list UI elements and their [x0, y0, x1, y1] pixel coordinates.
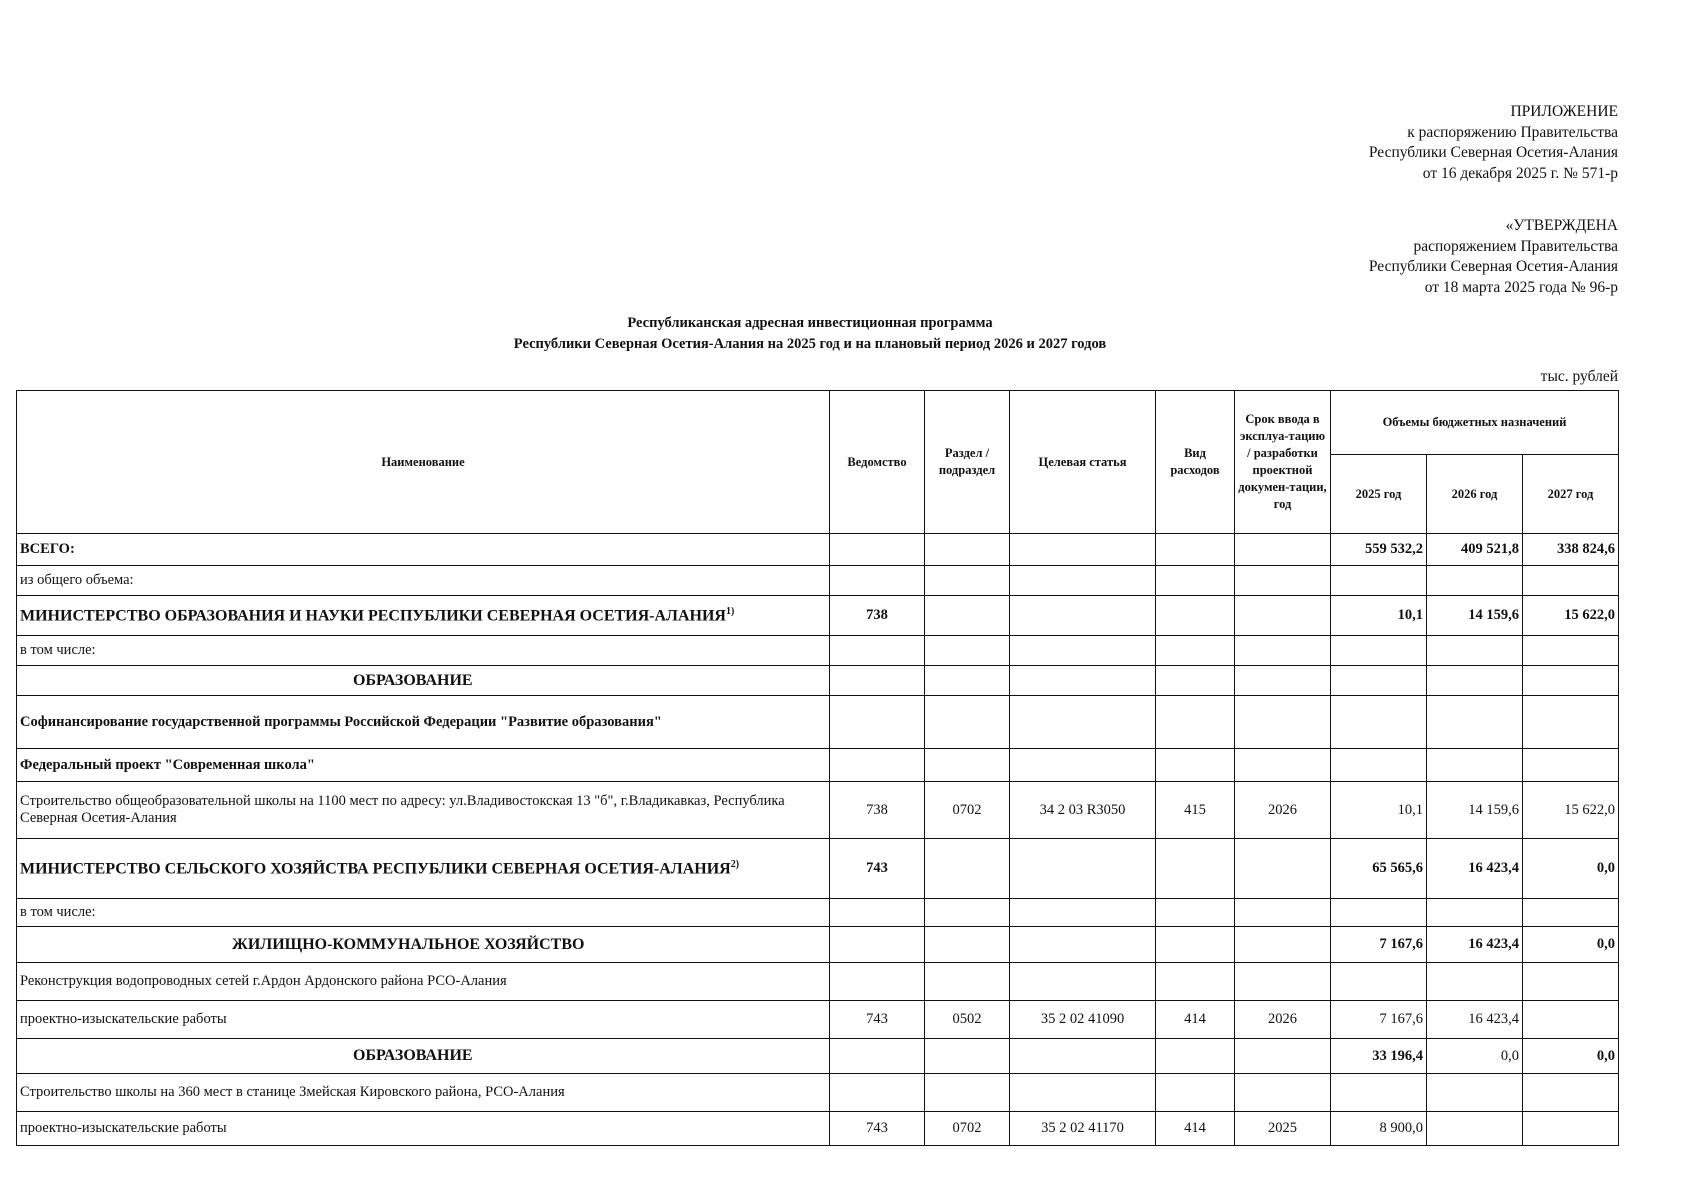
row-deadline: [1235, 927, 1331, 963]
row-2025: [1331, 749, 1427, 782]
row-2025: [1331, 963, 1427, 1001]
row-expense-type: [1156, 696, 1235, 749]
row-expense-type: [1156, 963, 1235, 1001]
row-target: [1010, 636, 1156, 666]
header-2026: 2026 год: [1427, 455, 1523, 534]
row-2026: 16 423,4: [1427, 927, 1523, 963]
table-row: [17, 666, 1619, 696]
row-agency: [830, 696, 925, 749]
row-target: [1010, 666, 1156, 696]
row-name: Реконструкция водопроводных сетей г.Ардон Ардонского района РСО-Алания: [17, 963, 830, 1001]
row-2025: 10,1: [1331, 782, 1427, 839]
row-agency: [830, 636, 925, 666]
table-row: [17, 566, 1619, 596]
row-deadline: [1235, 1074, 1331, 1112]
row-expense-type: [1156, 666, 1235, 696]
row-2027: 15 622,0: [1523, 782, 1619, 839]
row-2027: [1523, 1001, 1619, 1039]
row-name: проектно-изыскательские работы: [17, 1001, 830, 1039]
row-expense-type: 414: [1156, 1001, 1235, 1039]
title-line-2: Республики Северная Осетия-Алания на 2025 год и на плановый период 2026 и 2027 годов: [513, 336, 1107, 352]
row-name: ОБРАЗОВАНИЕ: [17, 666, 830, 696]
row-expense-type: [1156, 839, 1235, 899]
table-row: [17, 534, 1619, 566]
row-target: [1010, 927, 1156, 963]
row-agency: 738: [830, 782, 925, 839]
row-deadline: 2026: [1235, 782, 1331, 839]
row-name: в том числе:: [17, 636, 830, 666]
row-section: [925, 839, 1010, 899]
row-name: Строительство школы на 360 мест в станице Змейская Кировского района, РСО-Алания: [17, 1074, 830, 1112]
row-target: 35 2 02 41090: [1010, 1001, 1156, 1039]
row-expense-type: [1156, 596, 1235, 636]
header-target: Целевая статья: [1010, 391, 1156, 534]
row-section: [925, 963, 1010, 1001]
table-row: [17, 596, 1619, 636]
row-name: ВСЕГО:: [17, 534, 830, 566]
row-target: [1010, 534, 1156, 566]
header-2025: 2025 год: [1331, 455, 1427, 534]
title-line-1: Республиканская адресная инвестиционная программа: [627, 315, 993, 331]
row-target: [1010, 696, 1156, 749]
row-target: [1010, 1039, 1156, 1074]
row-2026: 14 159,6: [1427, 596, 1523, 636]
row-2026: [1427, 566, 1523, 596]
row-section: [925, 534, 1010, 566]
row-2027: [1523, 1112, 1619, 1146]
row-section: [925, 927, 1010, 963]
row-2027: 0,0: [1523, 1039, 1619, 1074]
table-row: [17, 749, 1619, 782]
header-section: Раздел / подраздел: [925, 391, 1010, 534]
approved-line: Республики Северная Осетия-Алания: [1368, 258, 1618, 275]
row-agency: 743: [830, 1112, 925, 1146]
row-2026: 16 423,4: [1427, 1001, 1523, 1039]
row-agency: [830, 963, 925, 1001]
row-2027: [1523, 666, 1619, 696]
row-expense-type: [1156, 1074, 1235, 1112]
row-expense-type: [1156, 566, 1235, 596]
row-deadline: 2025: [1235, 1112, 1331, 1146]
row-2025: 7 167,6: [1331, 927, 1427, 963]
header-deadline: Срок ввода в эксплуа-тацию / разработки проектной докумен-тации, год: [1235, 391, 1331, 534]
table-row: [17, 1074, 1619, 1112]
row-2025: [1331, 1074, 1427, 1112]
appendix-line: от 16 декабря 2025 г. № 571-р: [1422, 164, 1618, 182]
row-2027: [1523, 1074, 1619, 1112]
row-2027: [1523, 566, 1619, 596]
row-2026: [1427, 963, 1523, 1001]
row-expense-type: 415: [1156, 782, 1235, 839]
row-2025: 559 532,2: [1331, 534, 1427, 566]
row-section: [925, 899, 1010, 927]
row-expense-type: [1156, 636, 1235, 666]
appendix-line: Республики Северная Осетия-Алания: [1368, 144, 1618, 161]
row-2025: [1331, 636, 1427, 666]
approved-block: [1369, 216, 1618, 298]
row-expense-type: 414: [1156, 1112, 1235, 1146]
row-agency: [830, 899, 925, 927]
row-deadline: 2026: [1235, 1001, 1331, 1039]
row-2027: [1523, 749, 1619, 782]
units-label: тыс. рублей: [1540, 368, 1618, 385]
row-2025: [1331, 696, 1427, 749]
row-2026: [1427, 749, 1523, 782]
row-deadline: [1235, 1039, 1331, 1074]
row-deadline: [1235, 839, 1331, 899]
approved-line: «УТВЕРЖДЕНА: [1505, 217, 1618, 234]
row-agency: [830, 1039, 925, 1074]
row-section: [925, 566, 1010, 596]
row-deadline: [1235, 749, 1331, 782]
appendix-line: к распоряжению Правительства: [1407, 123, 1618, 141]
header-expense-type: Вид расходов: [1156, 391, 1235, 534]
row-name: ОБРАЗОВАНИЕ: [17, 1039, 830, 1074]
row-deadline: [1235, 963, 1331, 1001]
row-deadline: [1235, 696, 1331, 749]
row-2027: 0,0: [1523, 927, 1619, 963]
row-2026: [1427, 696, 1523, 749]
row-2025: [1331, 566, 1427, 596]
row-section: [925, 696, 1010, 749]
row-agency: [830, 566, 925, 596]
row-target: [1010, 899, 1156, 927]
row-2025: [1331, 899, 1427, 927]
row-2027: [1523, 636, 1619, 666]
table-row: [17, 1001, 1619, 1039]
row-section: [925, 1039, 1010, 1074]
document-title: [0, 313, 1620, 355]
row-agency: [830, 534, 925, 566]
row-2027: [1523, 696, 1619, 749]
row-2027: 15 622,0: [1523, 596, 1619, 636]
header-agency: Ведомство: [830, 391, 925, 534]
table-row: [17, 899, 1619, 927]
row-expense-type: [1156, 927, 1235, 963]
row-deadline: [1235, 596, 1331, 636]
row-target: [1010, 963, 1156, 1001]
row-2026: [1427, 899, 1523, 927]
row-name: из общего объема:: [17, 566, 830, 596]
footnote-mark: 1): [725, 605, 735, 617]
row-target: [1010, 749, 1156, 782]
row-name-text: МИНИСТЕРСТВО СЕЛЬСКОГО ХОЗЯЙСТВА РЕСПУБЛИКИ СЕВЕРНАЯ ОСЕТИЯ-АЛАНИЯ: [20, 860, 731, 878]
row-agency: [830, 749, 925, 782]
row-section: [925, 666, 1010, 696]
row-section: 0702: [925, 1112, 1010, 1146]
row-name: Федеральный проект "Современная школа": [17, 749, 830, 782]
table-row: [17, 1112, 1619, 1146]
row-name: проектно-изыскательские работы: [17, 1112, 830, 1146]
row-2026: 0,0: [1427, 1039, 1523, 1074]
row-2025: 65 565,6: [1331, 839, 1427, 899]
row-name: ЖИЛИЩНО-КОММУНАЛЬНОЕ ХОЗЯЙСТВО: [17, 927, 830, 963]
row-2027: 0,0: [1523, 839, 1619, 899]
row-deadline: [1235, 636, 1331, 666]
row-deadline: [1235, 566, 1331, 596]
row-deadline: [1235, 666, 1331, 696]
row-2025: 8 900,0: [1331, 1112, 1427, 1146]
row-deadline: [1235, 534, 1331, 566]
row-name: в том числе:: [17, 899, 830, 927]
row-target: [1010, 566, 1156, 596]
row-target: [1010, 839, 1156, 899]
table-row: [17, 636, 1619, 666]
row-expense-type: [1156, 1039, 1235, 1074]
row-name: Строительство общеобразовательной школы на 1100 мест по адресу: ул.Владивостокская 13 "б", г.Владикавказ, Республика Северная Осетия-Алания: [17, 782, 830, 839]
row-target: 34 2 03 R3050: [1010, 782, 1156, 839]
row-name: [17, 839, 830, 899]
investment-program-table: [16, 390, 1619, 1146]
row-deadline: [1235, 899, 1331, 927]
row-2026: [1427, 666, 1523, 696]
row-2025: 33 196,4: [1331, 1039, 1427, 1074]
approved-line: распоряжением Правительства: [1413, 237, 1618, 255]
row-2026: 16 423,4: [1427, 839, 1523, 899]
row-agency: 738: [830, 596, 925, 636]
approved-line: от 18 марта 2025 года № 96-р: [1424, 278, 1618, 296]
row-section: [925, 636, 1010, 666]
table-row: [17, 696, 1619, 749]
row-section: [925, 1074, 1010, 1112]
table-row: [17, 963, 1619, 1001]
row-expense-type: [1156, 534, 1235, 566]
row-agency: 743: [830, 839, 925, 899]
header-2027: 2027 год: [1523, 455, 1619, 534]
row-expense-type: [1156, 749, 1235, 782]
appendix-line: ПРИЛОЖЕНИЕ: [1510, 103, 1618, 120]
row-name: Софинансирование государственной программы Российской Федерации "Развитие образования": [17, 696, 830, 749]
row-2026: [1427, 636, 1523, 666]
row-expense-type: [1156, 899, 1235, 927]
footnote-mark: 2): [730, 858, 740, 870]
table-row: [17, 782, 1619, 839]
row-agency: [830, 1074, 925, 1112]
row-section: 0702: [925, 782, 1010, 839]
appendix-block: [1369, 102, 1618, 184]
table-header-row: [17, 391, 1619, 455]
row-2026: [1427, 1074, 1523, 1112]
header-budget: Объемы бюджетных назначений: [1331, 391, 1619, 455]
row-2026: 14 159,6: [1427, 782, 1523, 839]
row-agency: [830, 927, 925, 963]
table-row: [17, 1039, 1619, 1074]
row-target: [1010, 596, 1156, 636]
row-agency: [830, 666, 925, 696]
row-section: [925, 596, 1010, 636]
row-2025: [1331, 666, 1427, 696]
row-2025: 10,1: [1331, 596, 1427, 636]
row-2026: [1427, 1112, 1523, 1146]
row-name-text: МИНИСТЕРСТВО ОБРАЗОВАНИЯ И НАУКИ РЕСПУБЛИКИ СЕВЕРНАЯ ОСЕТИЯ-АЛАНИЯ: [20, 607, 726, 625]
row-2026: 409 521,8: [1427, 534, 1523, 566]
table-row: [17, 839, 1619, 899]
row-target: [1010, 1074, 1156, 1112]
row-name: [17, 596, 830, 636]
row-agency: 743: [830, 1001, 925, 1039]
row-section: 0502: [925, 1001, 1010, 1039]
row-2025: 7 167,6: [1331, 1001, 1427, 1039]
row-2027: [1523, 899, 1619, 927]
row-section: [925, 749, 1010, 782]
row-2027: [1523, 963, 1619, 1001]
table-row: [17, 927, 1619, 963]
row-target: 35 2 02 41170: [1010, 1112, 1156, 1146]
header-name: Наименование: [17, 391, 830, 534]
row-2027: 338 824,6: [1523, 534, 1619, 566]
